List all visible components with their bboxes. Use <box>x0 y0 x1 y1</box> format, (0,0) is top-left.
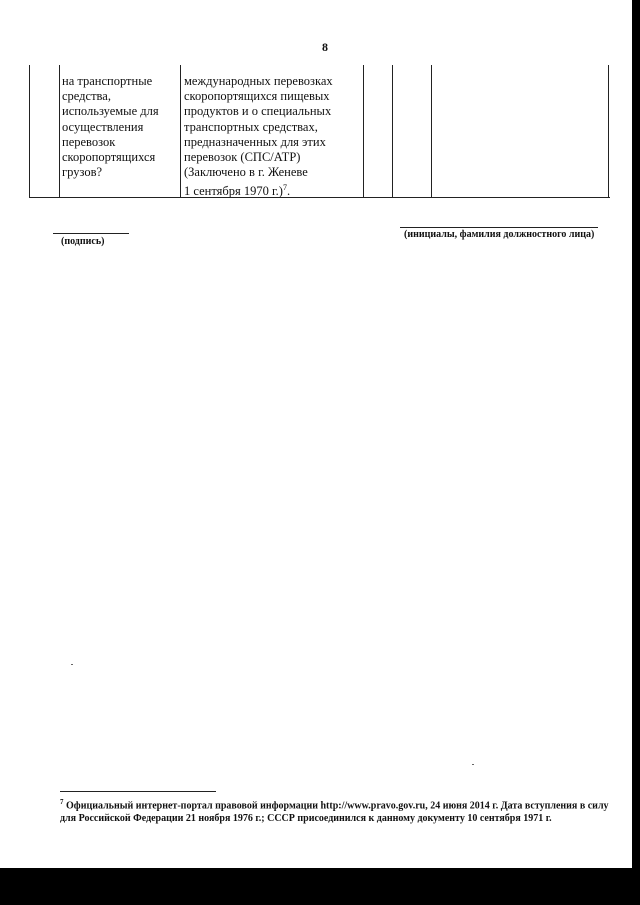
reference-tail: . <box>286 184 291 199</box>
reference-text <box>184 74 361 200</box>
page-number: 8 <box>322 40 328 54</box>
footnote-ref: 7 <box>282 183 287 193</box>
table-cell-notes <box>432 65 609 198</box>
table-cell-yes <box>364 65 393 198</box>
official-name-label: (инициалы, фамилия должностного лица) <box>404 229 595 240</box>
table-bottom-border <box>29 197 610 198</box>
footnote-marker: 7 <box>60 798 64 806</box>
table-cell-question <box>59 65 181 198</box>
checklist-table <box>29 65 610 198</box>
footnote-text: Официальный интернет-портал правовой информации http://www.pravo.gov.ru, 24 июня 2014 г. Дата вступления в силу для Российской Федерации 21 ноября 1976 г.; СССР присоединился к данному документу 10 сентября 1971 г. <box>60 800 609 825</box>
table-cell-reference <box>181 65 364 198</box>
signature-line <box>53 233 129 234</box>
question-text: на транспортные средства, используемые для осуществления перевозок скоропортящихся грузов? <box>62 74 159 180</box>
table-cell-no <box>393 65 432 198</box>
scan-speck <box>472 764 474 765</box>
official-name-line <box>400 227 598 228</box>
table-cell-number <box>29 65 60 198</box>
scan-speck <box>71 664 73 665</box>
footnote-rule <box>60 791 216 792</box>
footnote <box>60 796 626 825</box>
signature-label: (подпись) <box>61 236 105 247</box>
reference-main: международных перевозках скоропортящихся пищевых продуктов и о специальных транспортных средствах, предназначенных для этих перевозок (СПС/АТР) (Заключено в г. Женеве 1 сентября 1970 г.) <box>184 74 333 199</box>
